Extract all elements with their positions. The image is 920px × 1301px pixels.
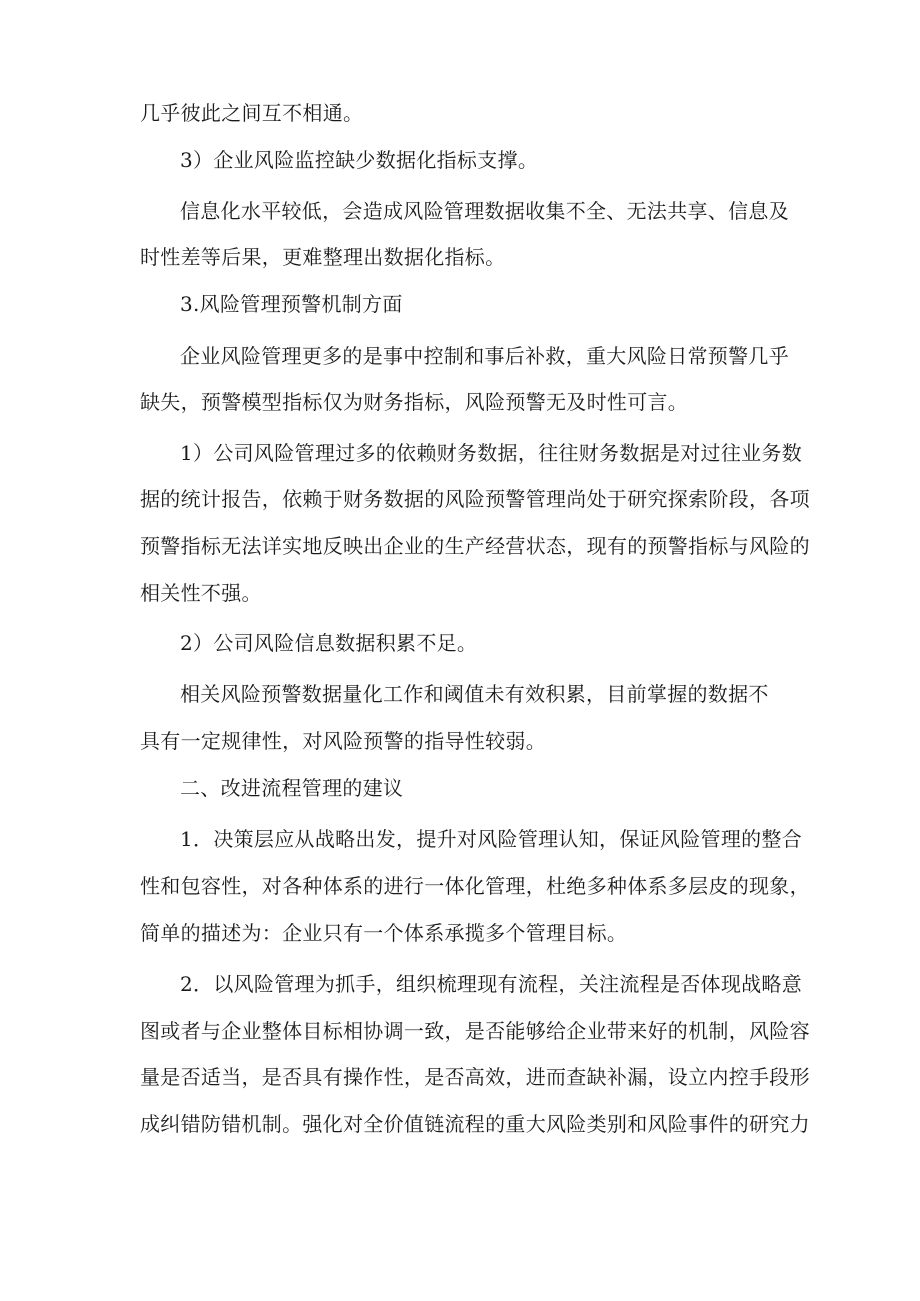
paragraph-line: 成纠错防错机制。强化对全价值链流程的重大风险类别和风险事件的研究力 [140, 1112, 810, 1136]
paragraph-line: 性和包容性，对各种体系的进行一体化管理，杜绝多种体系多层皮的现象， [140, 874, 810, 898]
paragraph-line: 预警指标无法详实地反映出企业的生产经营状态，现有的预警指标与风险的 [140, 534, 810, 558]
text-line: 几乎彼此之间互不相通。 [140, 101, 364, 125]
list-item-heading: 2）公司风险信息数据积累不足。 [180, 631, 478, 655]
section-heading: 二、改进流程管理的建议 [180, 776, 404, 800]
paragraph-line: 量是否适当，是否具有操作性，是否高效，进而查缺补漏，设立内控手段形 [140, 1065, 810, 1089]
paragraph-line: 时性差等后果，更难整理出数据化指标。 [140, 245, 506, 269]
paragraph-line: 图或者与企业整体目标相协调一致，是否能够给企业带来好的机制，风险容 [140, 1019, 810, 1043]
paragraph-line: 具有一定规律性，对风险预警的指导性较弱。 [140, 729, 546, 753]
list-item-heading: 3）企业风险监控缺少数据化指标支撑。 [180, 148, 539, 172]
paragraph-line: 信息化水平较低，会造成风险管理数据收集不全、无法共享、信息及 [180, 199, 789, 223]
paragraph-line: 相关风险预警数据量化工作和阈值未有效积累，目前掌握的数据不 [180, 682, 769, 706]
paragraph-line: 1）公司风险管理过多的依赖财务数据，往往财务数据是对过往业务数 [180, 441, 803, 465]
paragraph-line: 企业风险管理更多的是事中控制和事后补救，重大风险日常预警几乎 [180, 344, 789, 368]
paragraph-line: 相关性不强。 [140, 581, 262, 605]
paragraph-line: 2．以风险管理为抓手，组织梳理现有流程，关注流程是否体现战略意 [180, 972, 803, 996]
paragraph-line: 缺失，预警模型指标仅为财务指标，风险预警无及时性可言。 [140, 390, 689, 414]
paragraph-line: 简单的描述为：企业只有一个体系承揽多个管理目标。 [140, 921, 628, 945]
paragraph-line: 1．决策层应从战略出发，提升对风险管理认知，保证风险管理的整合 [180, 827, 803, 851]
paragraph-line: 据的统计报告，依赖于财务数据的风险预警管理尚处于研究探索阶段，各项 [140, 487, 810, 511]
section-heading: 3.风险管理预警机制方面 [180, 292, 403, 316]
